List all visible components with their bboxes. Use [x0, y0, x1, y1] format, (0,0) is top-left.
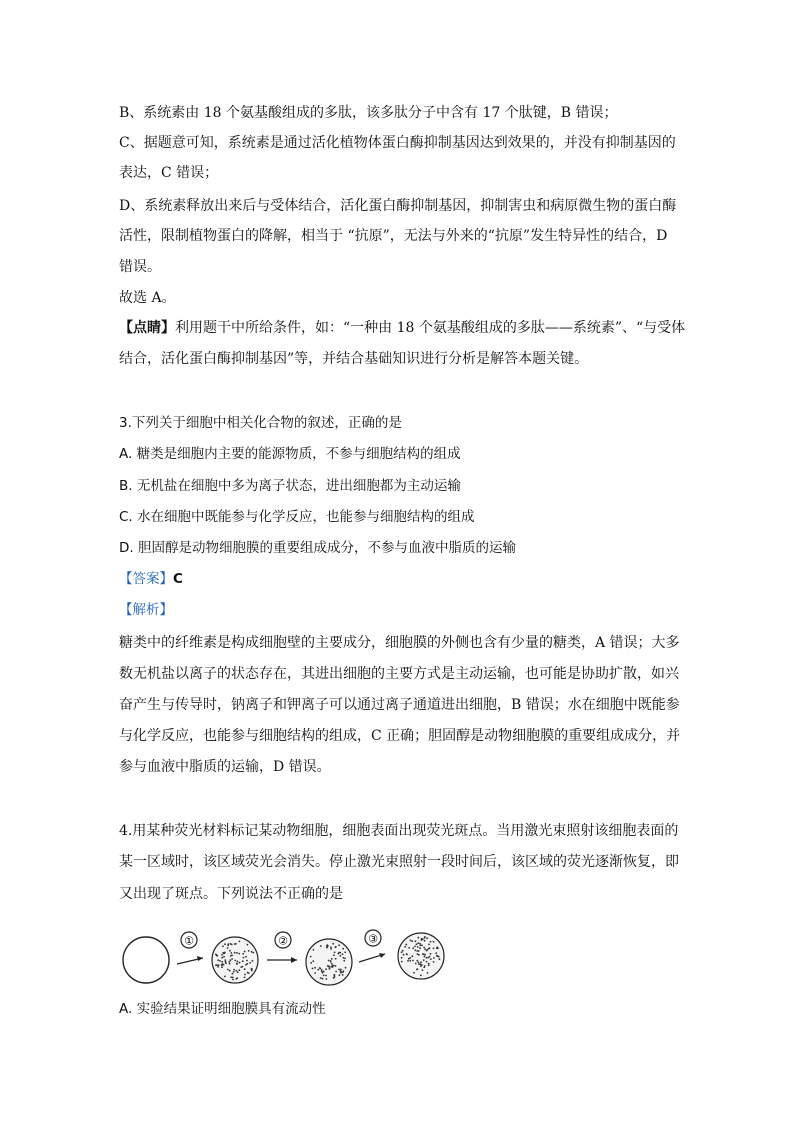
fluorescent-spot — [331, 963, 333, 965]
q4-option-a: A. 实验结果证明细胞膜具有流动性 — [119, 1001, 326, 1017]
q3-answer — [119, 569, 183, 589]
fluorescent-spot — [231, 958, 233, 960]
fluorescent-spot — [314, 972, 316, 974]
q3-option-d: D. 胆固醇是动物细胞膜的重要组成成分，不参与血液中脂质的运输 — [119, 540, 516, 556]
q3-analysis-line-3: 奋产生与传导时，钠离子和钾离子可以通过离子通道进出细胞，B 错误；水在细胞中既能参 — [119, 697, 680, 713]
para-b-line-1: B、系统素由 18 个氨基酸组成的多肽，该多肽分子中含有 17 个肽键，B 错误； — [119, 105, 618, 121]
para-c-line-2: 表达，C 错误； — [119, 165, 219, 181]
fluorescent-spot — [219, 960, 221, 962]
fluorescent-spot — [251, 970, 253, 972]
fluorescent-spot — [334, 952, 336, 954]
fluorescent-spot — [228, 961, 230, 963]
fluorescent-spot — [421, 938, 423, 940]
conclusion: 故选 A。 — [119, 290, 176, 306]
fluorescent-spot — [424, 956, 426, 958]
fluorescent-spot — [329, 968, 331, 970]
fluorescent-spot — [242, 960, 244, 962]
fluorescent-spot — [234, 943, 236, 945]
fluorescent-spot — [335, 971, 337, 973]
fluorescent-spot — [252, 960, 254, 962]
fluorescent-spot — [245, 964, 247, 966]
fluorescent-spot — [439, 958, 441, 960]
q4-stem-line-1: 4.用某种荧光材料标记某动物细胞，细胞表面出现荧光斑点。当用激光束照射该细胞表面的 — [119, 823, 679, 839]
fluorescent-spot — [409, 960, 411, 962]
fluorescent-spot — [414, 946, 416, 948]
fluorescent-spot — [420, 961, 422, 963]
q3-analysis-line-1: 糖类中的纤维素是构成细胞壁的主要成分，细胞膜的外侧也含有少量的糖类，A 错误；大多 — [119, 635, 680, 651]
fluorescent-spot — [223, 956, 225, 958]
fluorescent-spot — [419, 943, 421, 945]
fluorescent-spot — [430, 958, 432, 960]
fluorescent-spot — [408, 947, 410, 949]
fluorescent-spot — [420, 963, 422, 965]
fluorescent-spot — [248, 950, 250, 952]
fluorescent-spot — [239, 962, 241, 964]
fluorescent-spot — [429, 956, 431, 958]
fluorescent-spot — [232, 979, 234, 981]
fluorescent-spot — [326, 944, 328, 946]
fluorescent-spot — [312, 960, 314, 962]
fluorescent-spot — [229, 950, 231, 952]
fluorescent-spot — [332, 966, 334, 968]
para-d-line-1: D、系统素释放出来后与受体结合，活化蛋白酶抑制基因，抑制害虫和病原微生物的蛋白酶 — [119, 198, 677, 214]
fluorescent-spot — [224, 943, 226, 945]
fluorescent-spot — [433, 948, 435, 950]
fluorescent-spot — [333, 954, 335, 956]
fluorescent-spot — [229, 970, 231, 972]
fluorescent-spot — [424, 940, 426, 942]
fluorescent-spot — [232, 973, 234, 975]
fluorescent-spot — [244, 951, 246, 953]
answer-tag: 【答案】 — [119, 571, 173, 587]
fluorescent-spot — [437, 947, 439, 949]
step-2-arrow — [267, 932, 297, 963]
fluorescent-spot — [229, 963, 231, 965]
fluorescent-spot — [230, 955, 232, 957]
fluorescent-spot — [426, 961, 428, 963]
fluorescent-spot — [422, 969, 424, 971]
step-1-label: ① — [184, 934, 194, 948]
fluorescent-spot — [325, 968, 327, 970]
fluorescent-spot — [310, 956, 312, 958]
fluorescent-spot — [412, 947, 414, 949]
fluorescent-spot — [421, 944, 423, 946]
fluorescent-spot — [422, 953, 424, 955]
fluorescent-spot — [248, 972, 250, 974]
fluorescent-spot — [238, 969, 240, 971]
fluorescent-spot — [218, 964, 220, 966]
fluorescent-spot — [406, 954, 408, 956]
analysis-tag: 【解析】 — [119, 602, 173, 618]
fluorescent-spot — [423, 959, 425, 961]
fluorescent-spot — [419, 947, 421, 949]
fluorescent-spot — [244, 968, 246, 970]
fluorescent-spot — [335, 958, 337, 960]
fluorescent-spot — [402, 950, 404, 952]
fluorescent-spot — [417, 968, 419, 970]
fluorescent-spot — [407, 960, 409, 962]
fluorescent-spot — [236, 977, 238, 979]
fluorescent-spot — [338, 944, 340, 946]
fluorescent-spot — [236, 963, 238, 965]
fluorescent-spot — [430, 953, 432, 955]
fluorescent-spot — [330, 960, 332, 962]
fluorescent-spot — [310, 962, 312, 964]
cell-initial-circle — [123, 937, 169, 983]
fluorescent-spot — [424, 965, 426, 967]
fluorescent-spot — [405, 944, 407, 946]
fluorescent-spot — [222, 952, 224, 954]
q3-stem: 3.下列关于细胞中相关化合物的叙述，正确的是 — [119, 415, 402, 431]
fluorescent-spot — [236, 952, 238, 954]
fluorescent-spot — [235, 970, 237, 972]
fluorescent-spot — [412, 955, 414, 957]
fluorescent-spot — [401, 961, 403, 963]
fluorescent-spot — [340, 972, 342, 974]
fluorescent-spot — [240, 966, 242, 968]
q3-option-b: B. 无机盐在细胞中多为离子状态，进出细胞都为主动运输 — [119, 478, 461, 494]
q3-analysis-tag — [119, 600, 173, 620]
fluorescent-spot — [343, 970, 345, 972]
fluorescence-figure — [119, 926, 459, 996]
fluorescent-spot — [328, 960, 330, 962]
fluorescent-spot — [427, 972, 429, 974]
fluorescent-spot — [343, 957, 345, 959]
q3-option-c: C. 水在细胞中既能参与化学反应，也能参与细胞结构的组成 — [119, 509, 475, 525]
q4-stem-line-2: 某一区域时，该区域荧光会消失。停止激光束照射一段时间后，该区域的荧光逐渐恢复，即 — [119, 854, 679, 870]
fluorescent-spot — [417, 942, 419, 944]
fluorescent-spot — [323, 975, 325, 977]
fluorescent-spot — [426, 937, 428, 939]
fluorescent-spot — [242, 953, 244, 955]
fluorescent-spot — [221, 954, 223, 956]
fluorescent-spot — [414, 940, 416, 942]
fluorescent-spot — [428, 963, 430, 965]
q3-analysis-line-4: 与化学反应，也能参与细胞结构的组成，C 正确；胆固醇是动物细胞膜的重要组成成分，并 — [119, 728, 681, 744]
fluorescent-spot — [330, 946, 332, 948]
fluorescent-spot — [238, 953, 240, 955]
dianjing-line-1 — [119, 318, 685, 338]
fluorescent-spot — [423, 947, 425, 949]
fluorescent-spot — [401, 951, 403, 953]
fluorescent-spot — [420, 974, 422, 976]
step-3-label: ③ — [368, 932, 378, 946]
dianjing-line-2: 结合，活化蛋白酶抑制基因”等，并结合基础知识进行分析是解答本题关键。 — [119, 351, 589, 367]
fluorescent-spot — [344, 951, 346, 953]
fluorescent-spot — [416, 960, 418, 962]
fluorescent-spot — [337, 953, 339, 955]
fluorescent-spot — [335, 965, 337, 967]
fluorescent-spot — [410, 940, 412, 942]
fluorescent-spot — [224, 959, 226, 961]
para-d-line-2: 活性，限制植物蛋白的降解，相当于 “抗原”，无法与外来的“抗原”发生特异性的结合，D — [119, 228, 668, 244]
q3-analysis-line-2: 数无机盐以离子的状态存在，其进出细胞的主要方式是主动运输，也可能是协助扩散，如兴 — [119, 666, 679, 682]
fluorescent-spot — [416, 943, 418, 945]
fluorescent-spot — [418, 950, 420, 952]
fluorescent-spot — [215, 964, 217, 966]
fluorescent-spot — [231, 944, 233, 946]
fluorescent-spot — [415, 963, 417, 965]
fluorescent-spot — [237, 961, 239, 963]
fluorescent-spot — [233, 971, 235, 973]
fluorescent-spot — [244, 977, 246, 979]
fluorescent-spot — [343, 960, 345, 962]
fluorescent-spot — [239, 941, 241, 943]
fluorescent-spot — [320, 945, 322, 947]
fluorescent-spot — [243, 957, 245, 959]
fluorescent-spot — [246, 960, 248, 962]
fluorescent-spot — [320, 977, 322, 979]
fluorescent-spot — [413, 972, 415, 974]
fluorescent-spot — [435, 952, 437, 954]
fluorescent-spot — [249, 962, 251, 964]
fluorescent-spot — [424, 954, 426, 956]
fluorescent-spot — [234, 952, 236, 954]
fluorescent-spot — [313, 949, 315, 951]
fluorescent-spot — [428, 944, 430, 946]
step-3-arrow — [359, 930, 385, 962]
para-d-line-3: 错误。 — [119, 259, 161, 275]
fluorescent-spot — [314, 967, 316, 969]
fluorescent-spot — [339, 955, 341, 957]
fluorescent-spot — [334, 976, 336, 978]
fluorescent-spot — [245, 956, 247, 958]
fluorescent-spot — [332, 943, 334, 945]
step-1-arrow — [177, 932, 203, 964]
fluorescent-spot — [251, 951, 253, 953]
fluorescent-spot — [233, 969, 235, 971]
fluorescent-spot — [221, 957, 223, 959]
fluorescent-spot — [247, 944, 249, 946]
fluorescent-spot — [342, 948, 344, 950]
fluorescent-spot — [227, 969, 229, 971]
fluorescent-spot — [409, 957, 411, 959]
fluorescent-spot — [417, 946, 419, 948]
fluorescent-spot — [221, 961, 223, 963]
fluorescent-spot — [342, 974, 344, 976]
fluorescent-spot — [429, 947, 431, 949]
fluorescent-spot — [312, 968, 314, 970]
fluorescent-spot — [404, 946, 406, 948]
fluorescent-spot — [326, 947, 328, 949]
fluorescent-spot — [335, 946, 337, 948]
fluorescent-spot — [342, 953, 344, 955]
fluorescent-spot — [230, 976, 232, 978]
dianjing-text-1: 利用题干中所给条件，如：“一种由 18 个氨基酸组成的多肽——系统素”、“与受体 — [175, 320, 686, 336]
fluorescent-spot — [344, 958, 346, 960]
fluorescent-spot — [331, 958, 333, 960]
fluorescent-spot — [428, 964, 430, 966]
fluorescent-spot — [424, 948, 426, 950]
fluorescent-spot — [433, 961, 435, 963]
fluorescent-spot — [322, 978, 324, 980]
fluorescent-spot — [227, 947, 229, 949]
answer-value: C — [173, 571, 183, 587]
fluorescent-spot — [217, 966, 219, 968]
fluorescent-spot — [424, 936, 426, 938]
fluorescent-spot — [222, 945, 224, 947]
fluorescent-spot — [234, 960, 236, 962]
fluorescent-spot — [433, 957, 435, 959]
fluorescent-spot — [215, 954, 217, 956]
fluorescent-spot — [418, 962, 420, 964]
fluorescent-spot — [338, 969, 340, 971]
fluorescent-spot — [232, 977, 234, 979]
fluorescent-spot — [224, 976, 226, 978]
fluorescent-spot — [427, 949, 429, 951]
fluorescent-spot — [230, 952, 232, 954]
fluorescent-spot — [411, 940, 413, 942]
q3-option-a: A. 糖类是细胞内主要的能源物质，不参与细胞结构的组成 — [119, 446, 461, 462]
q3-analysis-line-5: 参与血液中脂质的运输，D 错误。 — [119, 759, 331, 775]
fluorescent-spot — [414, 949, 416, 951]
fluorescent-spot — [417, 937, 419, 939]
fluorescent-spot — [418, 954, 420, 956]
fluorescent-spot — [330, 948, 332, 950]
fluorescent-spot — [322, 972, 324, 974]
para-c-line-1: C、据题意可知，系统素是通过活化植物体蛋白酶抑制基因达到效果的，并没有抑制基因的 — [119, 135, 676, 151]
fluorescent-spot — [251, 968, 253, 970]
step-2-label: ② — [278, 934, 288, 948]
fluorescent-spot — [217, 959, 219, 961]
fluorescent-spot — [237, 971, 239, 973]
fluorescent-spot — [325, 975, 327, 977]
fluorescent-spot — [345, 967, 347, 969]
fluorescent-spot — [221, 966, 223, 968]
fluorescent-spot — [326, 978, 328, 980]
fluorescent-spot — [321, 969, 323, 971]
fluorescent-spot — [320, 968, 322, 970]
fluorescent-spot — [412, 960, 414, 962]
fluorescent-spot — [244, 974, 246, 976]
fluorescent-spot — [225, 961, 227, 963]
fluorescent-spot — [328, 965, 330, 967]
fluorescent-spot — [401, 957, 403, 959]
fluorescent-spot — [426, 957, 428, 959]
dianjing-tag: 【点睛】 — [119, 320, 175, 336]
fluorescent-spot — [438, 956, 440, 958]
fluorescent-spot — [227, 943, 229, 945]
fluorescent-spot — [230, 959, 232, 961]
fluorescent-spot — [339, 974, 341, 976]
fluorescent-spot — [403, 954, 405, 956]
fluorescent-spot — [252, 952, 254, 954]
fluorescent-spot — [317, 969, 319, 971]
q4-stem-line-3: 又出现了斑点。下列说法不正确的是 — [119, 886, 343, 902]
fluorescent-spot — [430, 941, 432, 943]
fluorescent-spot — [223, 964, 225, 966]
fluorescent-spot — [433, 941, 435, 943]
